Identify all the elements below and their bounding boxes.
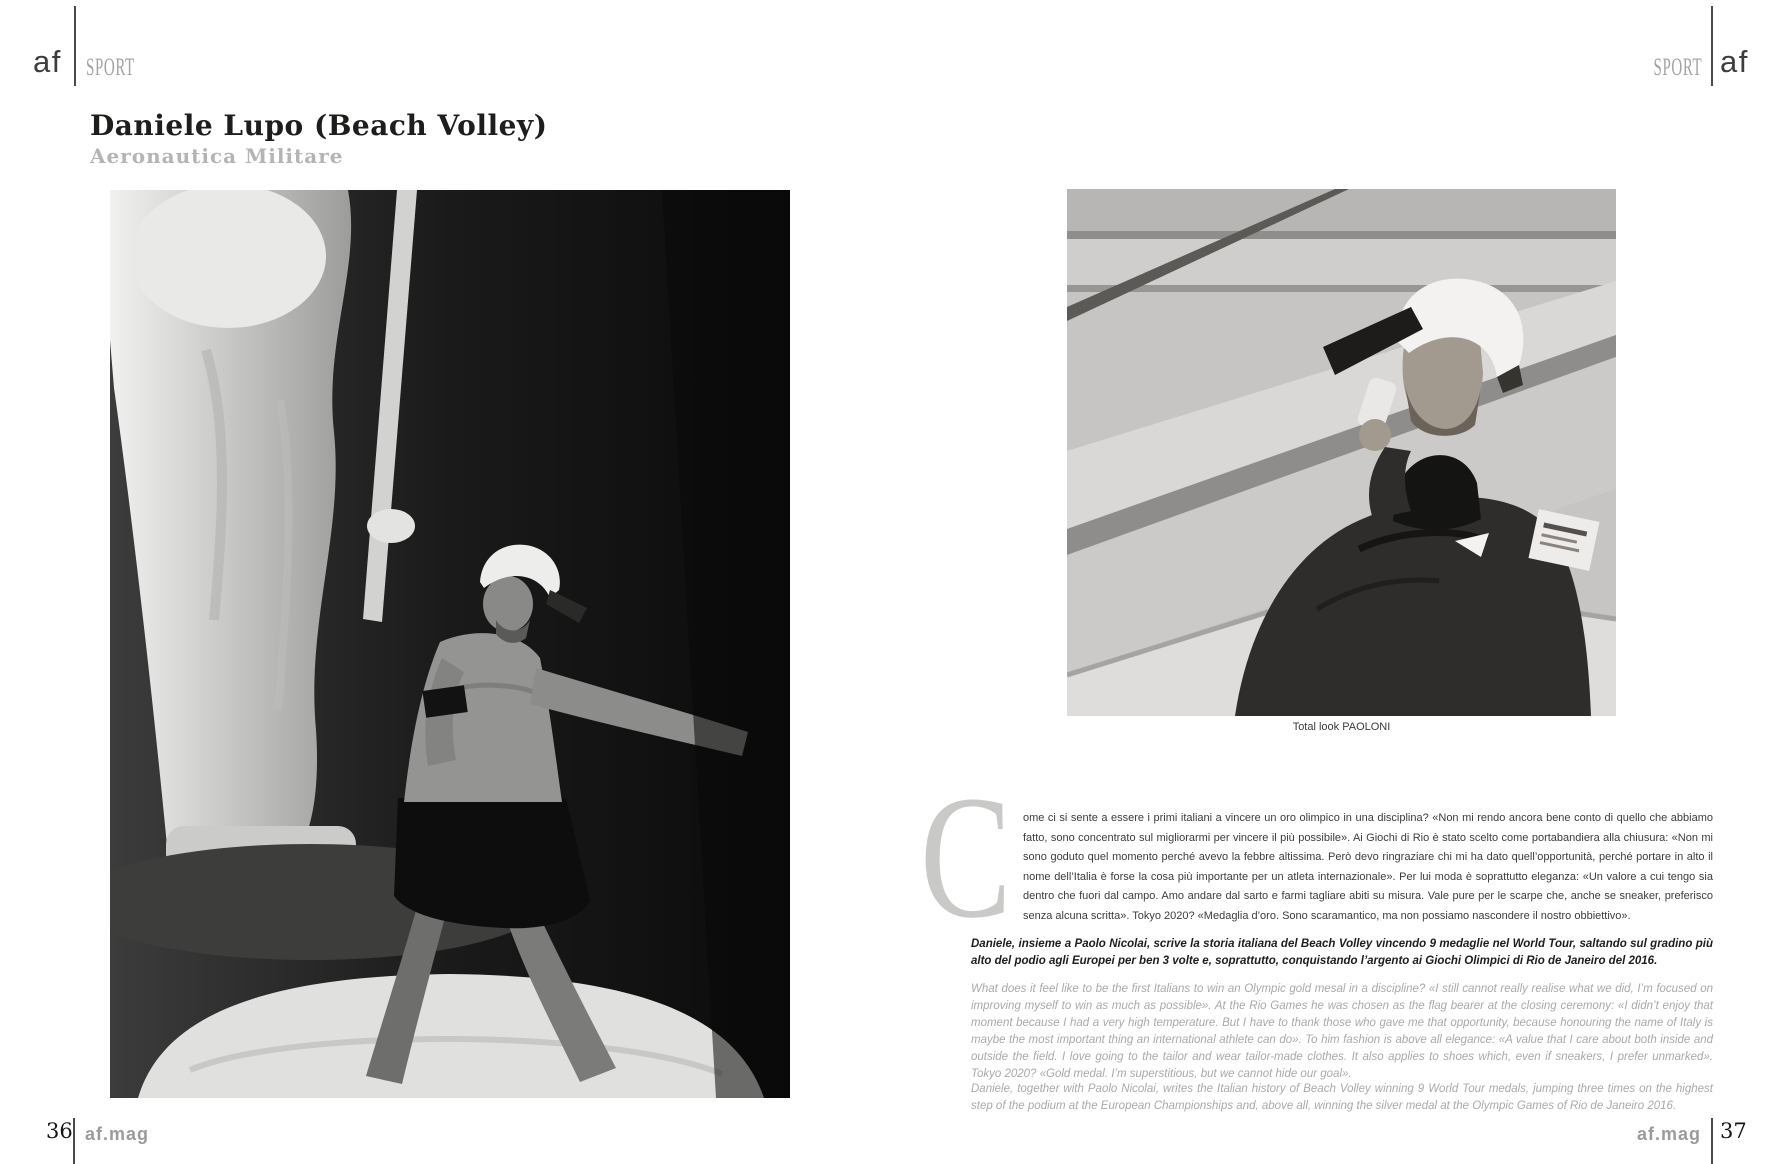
header-rule-right (1711, 6, 1713, 86)
section-label-left: SPORT (86, 54, 135, 81)
magazine-logo-right: af (1720, 44, 1749, 79)
article-intro-italian: ome ci si sente a essere i primi italiani a vincere un oro olimpico in una disciplina? «Non mi rendo ancora bene conto di quello che abbiamo fatto, sono concentrato sul migliorarmi per vincere il più possibile». Ai Giochi di Rio è stato scelto come portabandiera alla chiusura: «Non mi sono goduto quel momento perché avevo la febbre altissima. Però devo ringraziare chi mi ha dato quell’opportunità, perché portare in alto il nome dell’Italia è forse la cosa più importante per un atleta internazionale». Per lui moda è soprattutto eleganza: «Un valore a cui tengo sia dentro che fuori dal campo. Amo andare dal sarto e farmi tagliare abiti su misura. Vale pure per le scarpe che, anche se sneaker, preferisco senza alcuna scritta». Tokyo 2020? «Medaglia d’oro. Sono scaramantico, ma non possiamo nascondere il nostro obbiettivo». (1023, 812, 1713, 922)
article-summary-english: Daniele, together with Paolo Nicolai, writes the Italian history of Beach Volley winning 9 World Tour medals, jumping three times on the highest step of the podium at the European Championships and, above all, winning the silver medal at the Olympic Games of Rio de Janeiro 2016. (971, 1083, 1713, 1112)
magazine-name-right: af.mag (1636, 1124, 1701, 1144)
photo-suit-steps (1067, 189, 1616, 716)
article-intro-english: What does it feel like to be the first Italians to win an Olympic gold mesal in a discipline? «I still cannot really realise what we did, I’m focused on improving myself to win as much as possible». At the Rio Games he was chosen as the flag bearer at the closing ceremony: «I didn’t enjoy that moment because I had a very high temperature. But I have to thank those who gave me that opportunity, because honouring the name of Italy is maybe the most important thing an international athlete can do». To him fashion is above all elegance: «A value that I care about both inside and outside the field. I love going to the tailor and wear tailor-made clothes. It also applies to shoes which, even if sneakers, I prefer unmarked». Tokyo 2020? «Gold medal. I’m superstitious, but we cannot hide our goal». (971, 983, 1713, 1080)
article-summary-italian: Daniele, insieme a Paolo Nicolai, scrive la storia italiana del Beach Volley vincendo 9 medaglie nel World Tour, saltando sul gradino più alto del podio agli Europei per ben 3 volte e, soprattutto, conquistando l’argento ai Giochi Olimpici di Rio de Janeiro del 2016. (971, 938, 1713, 967)
magazine-name-left: af.mag (85, 1124, 150, 1144)
page-number-right: 37 (1720, 1119, 1747, 1143)
section-label-right: SPORT (1653, 54, 1702, 81)
section-label-right-wrap (1621, 55, 1702, 80)
drop-cap: C (920, 760, 1012, 955)
photo-caption: Total look PAOLONI (1292, 721, 1391, 733)
footer-rule-left (73, 1118, 75, 1164)
article-title: Daniele Lupo (Beach Volley) (90, 109, 548, 142)
footer-rule-right (1711, 1118, 1713, 1164)
page-number-left: 36 (46, 1119, 73, 1143)
photo-suit-steps-art (1067, 189, 1616, 716)
article-subtitle: Aeronautica Militare (90, 144, 344, 168)
photo-statue-athlete-art (110, 190, 790, 1098)
header-rule-left (74, 6, 76, 86)
photo-statue-athlete (110, 190, 790, 1098)
magazine-logo-left: af (33, 44, 62, 79)
section-label-left-wrap (86, 55, 167, 80)
